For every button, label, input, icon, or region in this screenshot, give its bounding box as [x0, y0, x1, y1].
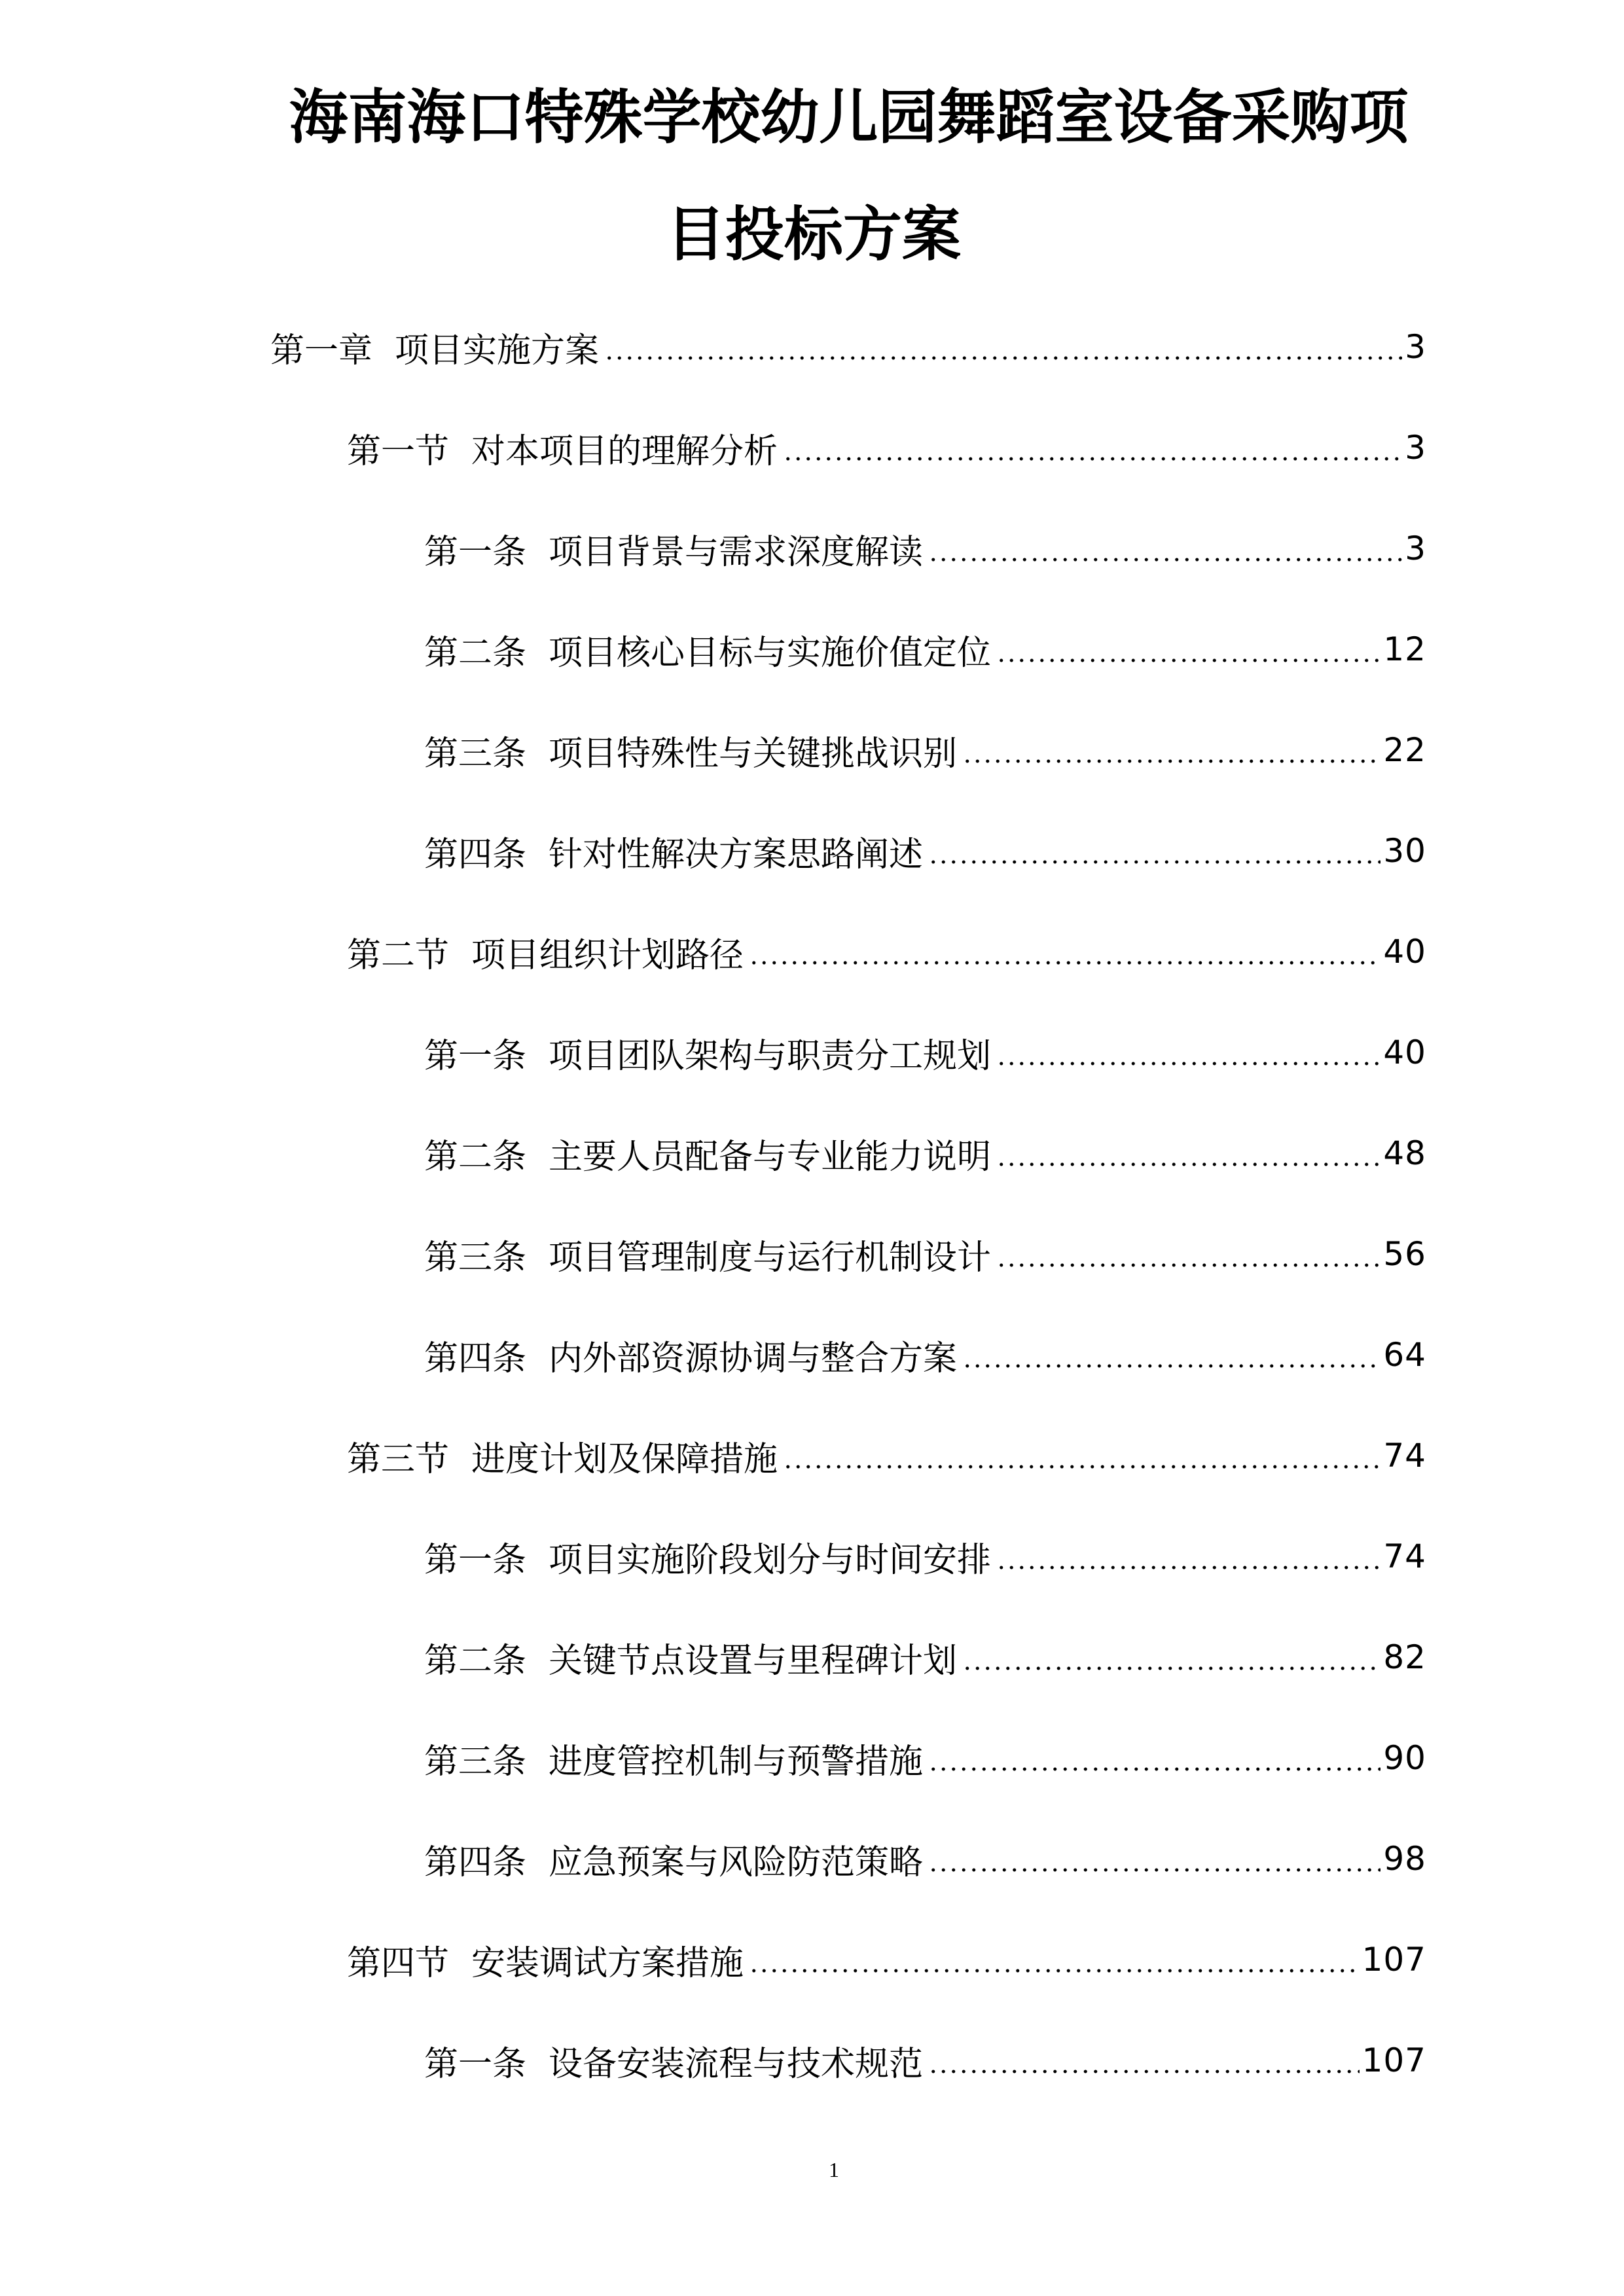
document-title-line-1: 海南海口特殊学校幼儿园舞蹈室设备采购项 — [289, 82, 1409, 152]
dot-leader — [604, 330, 1402, 364]
toc-entry-page-number: 12 — [1383, 630, 1426, 668]
toc-article-entry[interactable] — [424, 599, 1426, 700]
toc-entry-page-number: 40 — [1383, 933, 1426, 971]
toc-entry-label: 第四条 — [424, 1338, 527, 1378]
toc-entry-title: 项目实施阶段划分与时间安排 — [549, 1540, 992, 1580]
dot-leader — [962, 1338, 1380, 1372]
toc-article-entry[interactable] — [424, 1204, 1426, 1304]
toc-entry-page-number: 82 — [1383, 1638, 1426, 1676]
dot-leader — [996, 1136, 1380, 1170]
dot-leader — [996, 632, 1380, 666]
toc-section-entry[interactable] — [347, 1909, 1426, 2010]
toc-entry-page-number: 98 — [1383, 1840, 1426, 1878]
toc-entry-title: 项目核心目标与实施价值定位 — [549, 633, 992, 673]
toc-article-entry[interactable] — [424, 2010, 1426, 2111]
toc-entry-title: 针对性解决方案思路阐述 — [549, 834, 924, 874]
toc-entry-title: 项目团队架构与职责分工规划 — [549, 1036, 992, 1076]
toc-chapter-entry[interactable] — [270, 296, 1426, 397]
toc-entry-label: 第三条 — [424, 1742, 527, 1782]
toc-article-entry[interactable] — [424, 1607, 1426, 1708]
toc-entry-page-number: 3 — [1405, 328, 1426, 366]
toc-entry-title: 项目特殊性与关键挑战识别 — [549, 734, 958, 774]
dot-leader — [749, 1943, 1360, 1977]
toc-section-entry[interactable] — [347, 901, 1426, 1002]
toc-entry-page-number: 107 — [1362, 1941, 1426, 1979]
toc-entry-page-number: 56 — [1383, 1235, 1426, 1273]
toc-entry-label: 第一节 — [347, 431, 450, 471]
toc-entry-label: 第四条 — [424, 834, 527, 874]
dot-leader — [749, 935, 1380, 969]
toc-entry-label: 第一条 — [424, 532, 527, 572]
toc-entry-page-number: 90 — [1383, 1739, 1426, 1777]
toc-entry-page-number: 30 — [1383, 832, 1426, 870]
dot-leader — [928, 2043, 1360, 2077]
toc-entry-title: 安装调试方案措施 — [471, 1943, 744, 1983]
toc-entry-label: 第三条 — [424, 1238, 527, 1278]
toc-section-entry[interactable] — [347, 1405, 1426, 1506]
toc-article-entry[interactable] — [424, 700, 1426, 800]
table-of-contents — [0, 296, 1624, 2111]
dot-leader — [928, 834, 1380, 868]
toc-entry-label: 第一章 — [270, 331, 373, 370]
toc-entry-title: 进度管控机制与预警措施 — [549, 1742, 924, 1782]
toc-entry-title: 项目实施方案 — [395, 331, 600, 370]
toc-entry-label: 第四条 — [424, 1842, 527, 1882]
toc-entry-label: 第一条 — [424, 1036, 527, 1076]
toc-article-entry[interactable] — [424, 1304, 1426, 1405]
dot-leader — [996, 1035, 1380, 1069]
toc-entry-title: 进度计划及保障措施 — [471, 1439, 778, 1479]
dot-leader — [996, 1539, 1380, 1573]
dot-leader — [783, 1439, 1380, 1473]
toc-entry-label: 第四节 — [347, 1943, 450, 1983]
toc-entry-page-number: 74 — [1383, 1537, 1426, 1575]
toc-entry-title: 项目管理制度与运行机制设计 — [549, 1238, 992, 1278]
toc-entry-page-number: 74 — [1383, 1437, 1426, 1475]
toc-entry-page-number: 40 — [1383, 1033, 1426, 1071]
toc-article-entry[interactable] — [424, 800, 1426, 901]
document-title-line-2: 目投标方案 — [666, 200, 961, 269]
toc-article-entry[interactable] — [424, 1103, 1426, 1204]
toc-entry-page-number: 107 — [1362, 2041, 1426, 2079]
toc-entry-label: 第二条 — [424, 1641, 527, 1681]
dot-leader — [928, 1842, 1380, 1876]
dot-leader — [928, 531, 1402, 565]
toc-entry-label: 第二条 — [424, 1137, 527, 1177]
toc-entry-title: 内外部资源协调与整合方案 — [549, 1338, 958, 1378]
dot-leader — [783, 431, 1402, 465]
toc-entry-title: 主要人员配备与专业能力说明 — [549, 1137, 992, 1177]
toc-entry-label: 第一条 — [424, 2044, 527, 2084]
toc-entry-title: 设备安装流程与技术规范 — [549, 2044, 924, 2084]
toc-article-entry[interactable] — [424, 1002, 1426, 1103]
toc-entry-label: 第三节 — [347, 1439, 450, 1479]
toc-entry-title: 对本项目的理解分析 — [471, 431, 778, 471]
toc-entry-label: 第二节 — [347, 935, 450, 975]
toc-entry-page-number: 48 — [1383, 1134, 1426, 1172]
dot-leader — [996, 1237, 1380, 1271]
toc-entry-title: 应急预案与风险防范策略 — [549, 1842, 924, 1882]
toc-entry-title: 关键节点设置与里程碑计划 — [549, 1641, 958, 1681]
toc-entry-page-number: 64 — [1383, 1336, 1426, 1374]
toc-entry-page-number: 22 — [1383, 731, 1426, 769]
toc-entry-title: 项目组织计划路径 — [471, 935, 744, 975]
toc-entry-page-number: 3 — [1405, 429, 1426, 467]
toc-entry-title: 项目背景与需求深度解读 — [549, 532, 924, 572]
toc-entry-label: 第二条 — [424, 633, 527, 673]
footer-page-number: 1 — [829, 2158, 839, 2181]
toc-article-entry[interactable] — [424, 498, 1426, 599]
toc-entry-label: 第一条 — [424, 1540, 527, 1580]
toc-article-entry[interactable] — [424, 1808, 1426, 1909]
toc-entry-label: 第三条 — [424, 734, 527, 774]
toc-entry-page-number: 3 — [1405, 529, 1426, 567]
dot-leader — [962, 1640, 1380, 1674]
toc-article-entry[interactable] — [424, 1506, 1426, 1607]
toc-section-entry[interactable] — [347, 397, 1426, 498]
dot-leader — [962, 733, 1380, 767]
toc-article-entry[interactable] — [424, 1708, 1426, 1808]
dot-leader — [928, 1741, 1380, 1775]
